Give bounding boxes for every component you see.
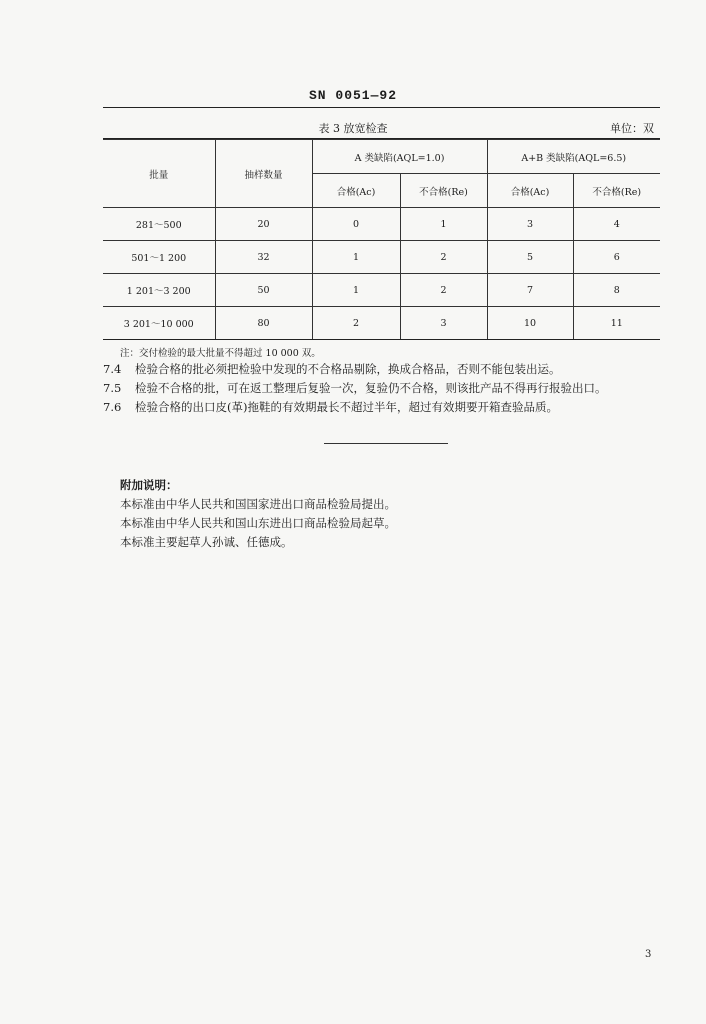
cell-batch: 3 201～10 000	[103, 307, 215, 340]
header-batch: 批量	[103, 140, 215, 208]
cell-a-pass: 1	[312, 274, 400, 307]
cell-ab-fail: 11	[573, 307, 660, 340]
table-title: 表 3 放宽检查	[318, 122, 388, 135]
cell-a-pass: 1	[312, 241, 400, 274]
table-row	[103, 241, 660, 274]
header-ab-pass: 合格(Ac)	[487, 174, 573, 208]
page-number: 3	[645, 949, 652, 960]
end-separator	[324, 443, 448, 444]
cell-sample: 20	[215, 208, 312, 241]
cell-ab-pass: 7	[487, 274, 573, 307]
inspection-table	[103, 139, 660, 340]
appendix-title: 附加说明：	[120, 478, 178, 492]
header-ab-fail: 不合格(Re)	[573, 174, 660, 208]
cell-ab-fail: 4	[573, 208, 660, 241]
appendix-line: 本标准由中华人民共和国国家进出口商品检验局提出。	[120, 497, 396, 511]
clause-7-6	[103, 399, 558, 415]
table-row	[103, 208, 660, 241]
clause-number: 7.5	[103, 381, 122, 395]
cell-sample: 32	[215, 241, 312, 274]
table-row	[103, 307, 660, 340]
table-unit: 单位：双	[610, 122, 654, 135]
appendix-line: 本标准由中华人民共和国山东进出口商品检验局起草。	[120, 516, 396, 530]
cell-ab-fail: 8	[573, 274, 660, 307]
clause-7-5	[103, 380, 607, 396]
header-a-pass: 合格(Ac)	[312, 174, 400, 208]
header-sample: 抽样数量	[215, 140, 312, 208]
cell-batch: 1 201～3 200	[103, 274, 215, 307]
table-note: 注：交付检验的最大批量不得超过 10 000 双。	[120, 348, 321, 359]
clause-number: 7.4	[103, 362, 122, 376]
clause-7-4	[103, 361, 561, 377]
cell-ab-fail: 6	[573, 241, 660, 274]
clause-text: 检验不合格的批，可在返工整理后复验一次，复验仍不合格，则该批产品不得再行报验出口。	[135, 381, 607, 395]
cell-batch: 501～1 200	[103, 241, 215, 274]
cell-a-pass: 2	[312, 307, 400, 340]
clause-number: 7.6	[103, 400, 122, 414]
cell-a-fail: 2	[400, 241, 487, 274]
appendix-line: 本标准主要起草人孙诚、任德成。	[120, 535, 293, 549]
cell-ab-pass: 5	[487, 241, 573, 274]
cell-sample: 50	[215, 274, 312, 307]
header-a-fail: 不合格(Re)	[400, 174, 487, 208]
table-row	[103, 274, 660, 307]
cell-a-pass: 0	[312, 208, 400, 241]
header-group-ab: A+B 类缺陷(AQL=6.5)	[487, 140, 660, 174]
header-rule	[103, 107, 660, 108]
cell-ab-pass: 10	[487, 307, 573, 340]
cell-ab-pass: 3	[487, 208, 573, 241]
cell-sample: 80	[215, 307, 312, 340]
standard-code-header: SN 0051—92	[308, 88, 397, 103]
cell-batch: 281～500	[103, 208, 215, 241]
cell-a-fail: 3	[400, 307, 487, 340]
header-group-a: A 类缺陷(AQL=1.0)	[312, 140, 487, 174]
clause-text: 检验合格的出口皮(革)拖鞋的有效期最长不超过半年，超过有效期要开箱查验品质。	[135, 400, 558, 414]
clause-text: 检验合格的批必须把检验中发现的不合格品剔除，换成合格品，否则不能包装出运。	[135, 362, 561, 376]
cell-a-fail: 2	[400, 274, 487, 307]
cell-a-fail: 1	[400, 208, 487, 241]
